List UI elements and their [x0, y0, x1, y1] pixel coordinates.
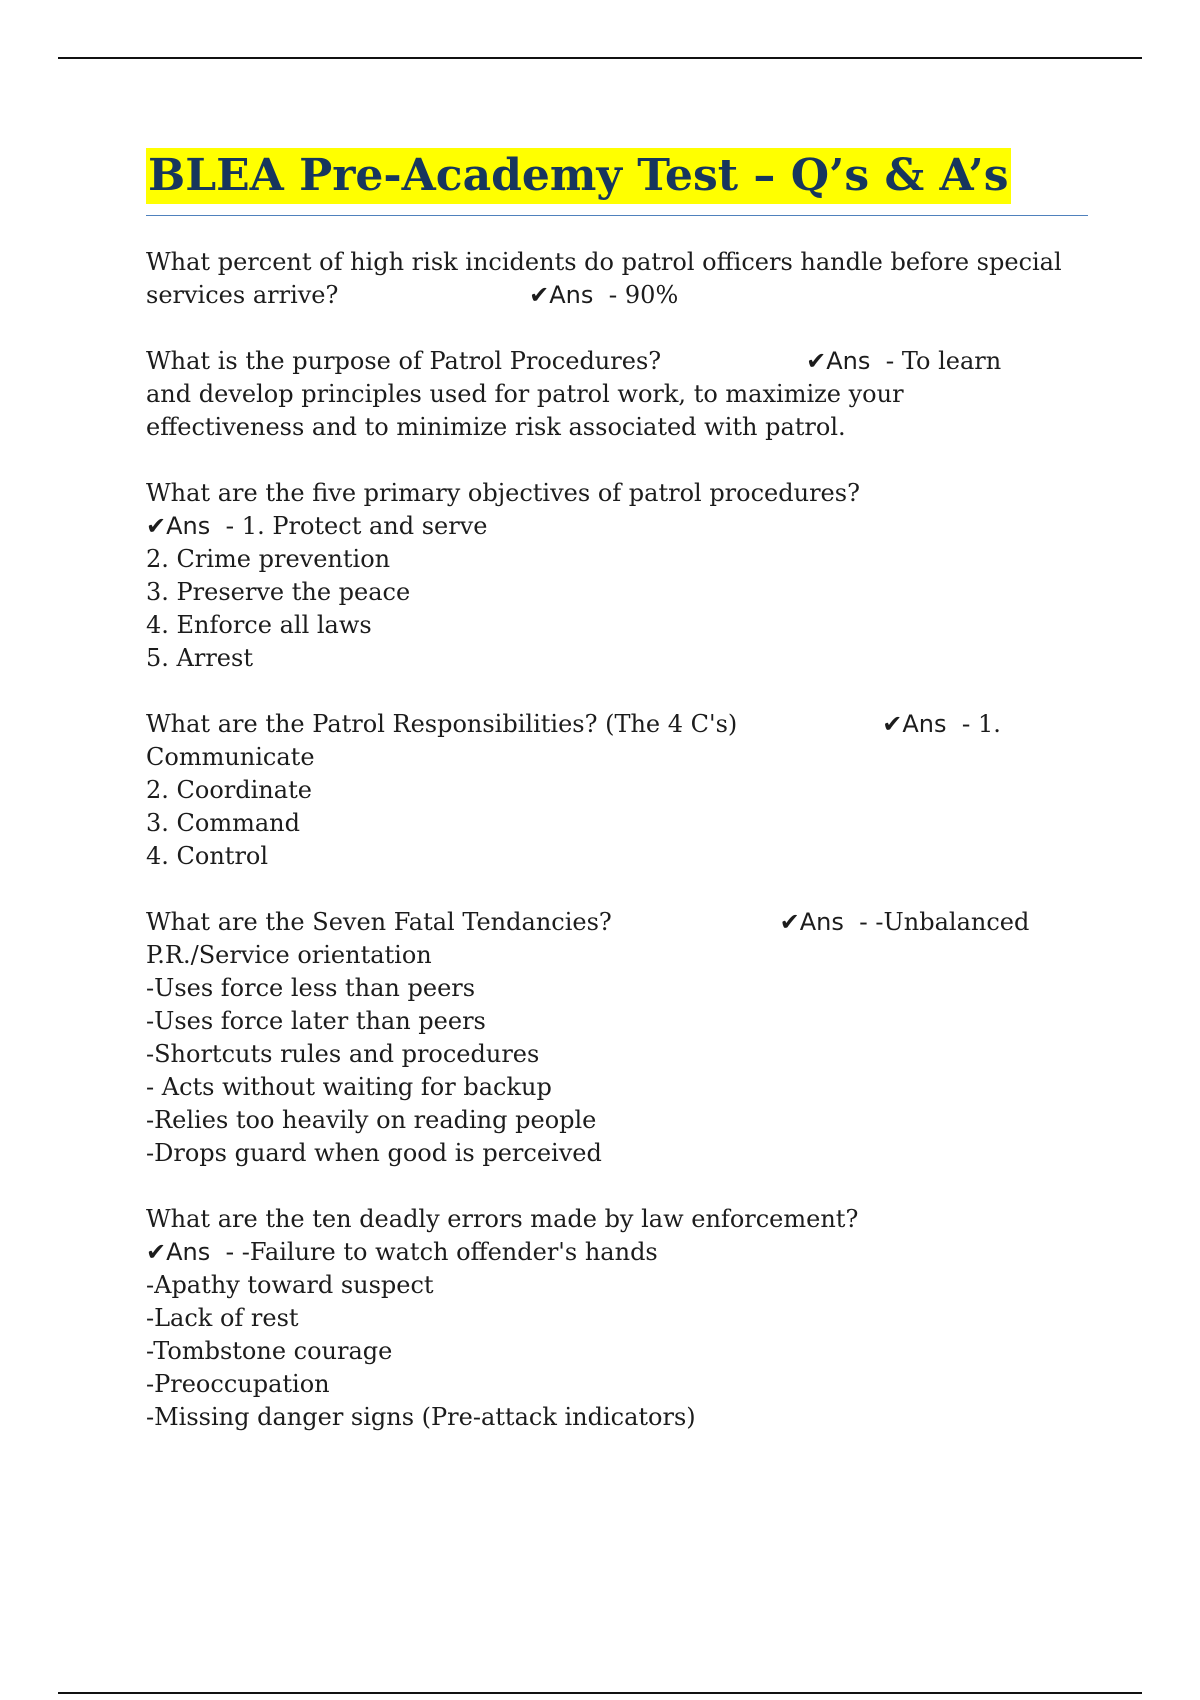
qa-text: -Lack of rest	[146, 1304, 299, 1332]
qa-line	[146, 906, 1096, 939]
qa-text: What percent of high risk incidents do patrol officers handle before special	[146, 248, 1062, 276]
qa-line	[146, 609, 1096, 642]
qa-text: 2. Crime prevention	[146, 545, 391, 573]
qa-gap	[612, 908, 780, 936]
qa-item	[146, 1203, 1096, 1434]
answer-check-icon: ✔Ans -	[806, 347, 895, 375]
qa-text: What are the Seven Fatal Tendancies?	[146, 908, 612, 936]
qa-line	[146, 576, 1096, 609]
answer-check-icon: ✔Ans -	[529, 281, 618, 309]
qa-text: What are the five primary objectives of patrol procedures?	[146, 479, 860, 507]
qa-text: -Missing danger signs (Pre-attack indicators)	[146, 1403, 696, 1431]
qa-gap	[338, 281, 529, 309]
qa-line	[146, 477, 1096, 510]
qa-text: - Acts without waiting for backup	[146, 1073, 552, 1101]
answer-text: -Failure to watch offender's hands	[234, 1238, 658, 1266]
top-rule	[58, 57, 1142, 59]
qa-gap	[737, 710, 882, 738]
answer-check-icon: ✔Ans -	[146, 1238, 235, 1266]
qa-line	[146, 1038, 1096, 1071]
qa-line	[146, 807, 1096, 840]
qa-text: -Uses force later than peers	[146, 1007, 486, 1035]
qa-line	[146, 1368, 1096, 1401]
qa-text: -Relies too heavily on reading people	[146, 1106, 597, 1134]
answer-text: 1. Protect and serve	[234, 512, 488, 540]
qa-text: services arrive?	[146, 281, 339, 309]
qa-line	[146, 1071, 1096, 1104]
qa-line	[146, 411, 1096, 444]
qa-line	[146, 1269, 1096, 1302]
qa-line	[146, 1104, 1096, 1137]
qa-text: What are the ten deadly errors made by law enforcement?	[146, 1205, 859, 1233]
qa-text: -Preoccupation	[146, 1370, 330, 1398]
qa-line	[146, 279, 1096, 312]
qa-line	[146, 741, 1096, 774]
answer-text: 1.	[970, 710, 1001, 738]
qa-line	[146, 1335, 1096, 1368]
qa-line	[146, 972, 1096, 1005]
qa-text: -Uses force less than peers	[146, 974, 476, 1002]
qa-text: -Drops guard when good is perceived	[146, 1139, 602, 1167]
answer-text: -Unbalanced	[867, 908, 1030, 936]
qa-text: -Shortcuts rules and procedures	[146, 1040, 540, 1068]
qa-text: 4. Enforce all laws	[146, 611, 372, 639]
qa-line	[146, 1137, 1096, 1170]
qa-line	[146, 510, 1096, 543]
qa-text: -Tombstone courage	[146, 1337, 393, 1365]
qa-line	[146, 1401, 1096, 1434]
answer-text: 90%	[617, 281, 679, 309]
qa-text: effectiveness and to minimize risk associated with patrol.	[146, 413, 846, 441]
answer-text: To learn	[894, 347, 1002, 375]
qa-line	[146, 1203, 1096, 1236]
qa-line	[146, 708, 1096, 741]
qa-text: P.R./Service orientation	[146, 941, 432, 969]
qa-line	[146, 642, 1096, 675]
qa-line	[146, 1302, 1096, 1335]
qa-line	[146, 345, 1096, 378]
qa-text: -Apathy toward suspect	[146, 1271, 434, 1299]
qa-line	[146, 378, 1096, 411]
qa-text: 2. Coordinate	[146, 776, 312, 804]
qa-line	[146, 939, 1096, 972]
answer-check-icon: ✔Ans -	[146, 512, 235, 540]
qa-line	[146, 840, 1096, 873]
qa-line	[146, 246, 1096, 279]
qa-text: 3. Preserve the peace	[146, 578, 411, 606]
qa-item	[146, 345, 1096, 444]
bottom-rule	[58, 1692, 1142, 1694]
answer-check-icon: ✔Ans -	[882, 710, 971, 738]
answer-check-icon: ✔Ans -	[779, 908, 868, 936]
qa-item	[146, 246, 1096, 312]
qa-text: What is the purpose of Patrol Procedures?	[146, 347, 662, 375]
qa-item	[146, 906, 1096, 1170]
qa-item	[146, 708, 1096, 873]
qa-line	[146, 1005, 1096, 1038]
qa-gap	[661, 347, 806, 375]
qa-text: 5. Arrest	[146, 644, 253, 672]
title-underline	[146, 215, 1088, 216]
qa-text: Communicate	[146, 743, 315, 771]
qa-text: 4. Control	[146, 842, 269, 870]
qa-line	[146, 1236, 1096, 1269]
qa-list	[146, 246, 1096, 1467]
qa-text: and develop principles used for patrol work, to maximize your	[146, 380, 904, 408]
qa-text: 3. Command	[146, 809, 300, 837]
qa-line	[146, 774, 1096, 807]
qa-text: What are the Patrol Responsibilities? (The 4 C's)	[146, 710, 738, 738]
qa-item	[146, 477, 1096, 675]
qa-line	[146, 543, 1096, 576]
document-title: BLEA Pre-Academy Test – Q’s & A’s	[146, 148, 1011, 204]
